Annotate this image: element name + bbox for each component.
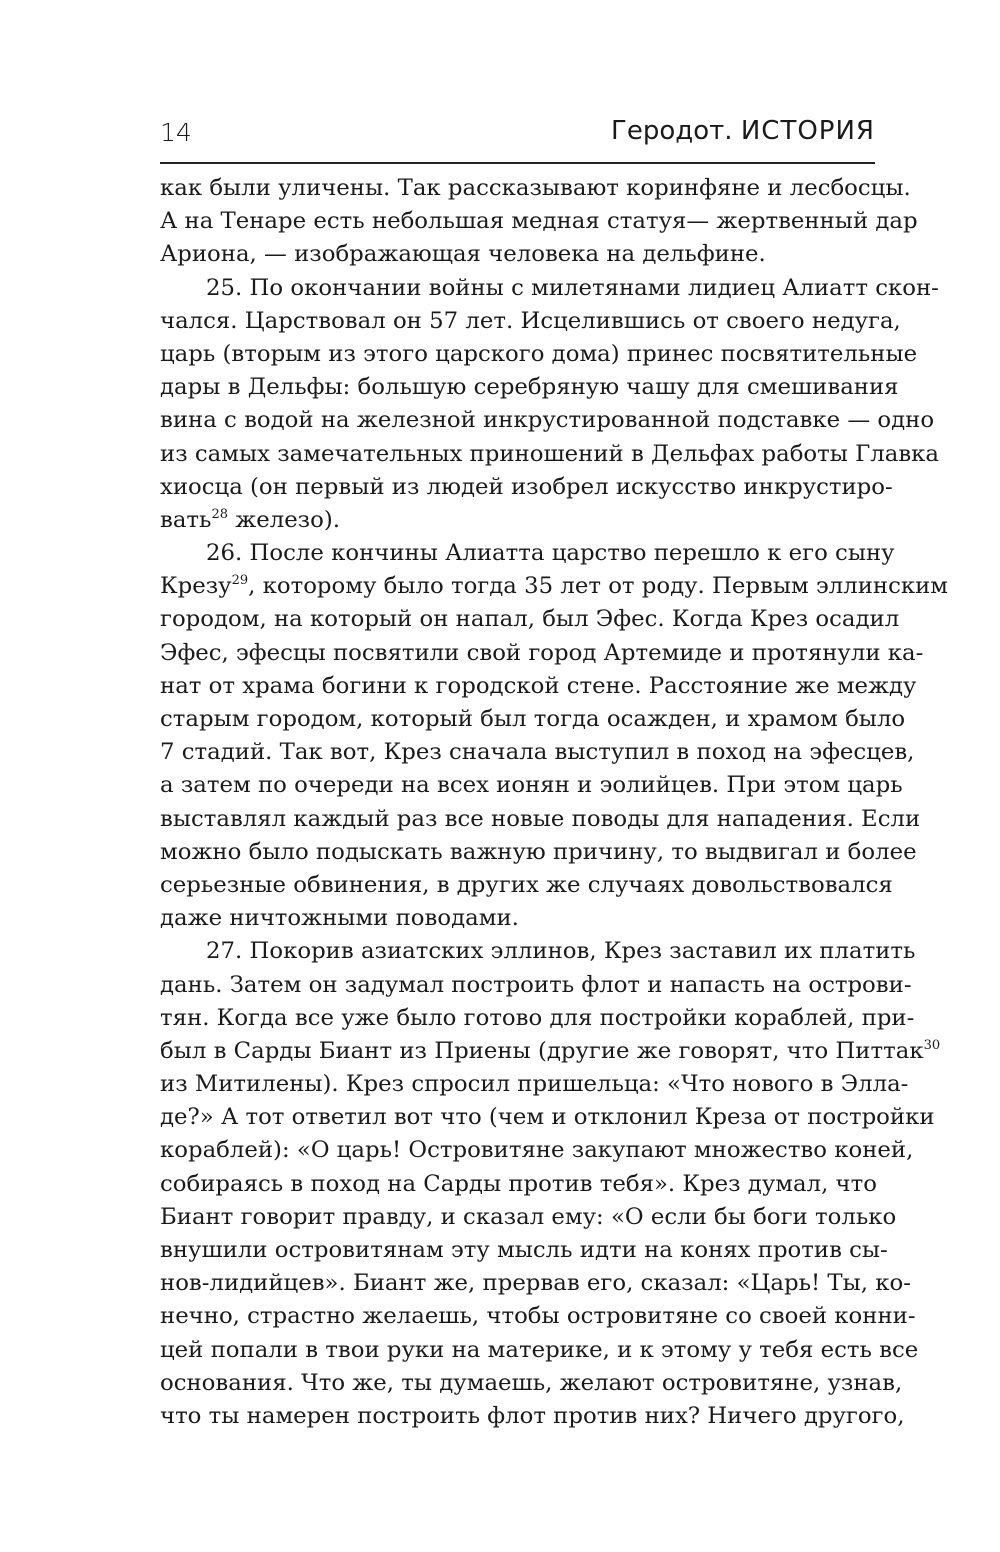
text-line: А на Тенаре есть небольшая медная статуя— жертвенный дар [160,208,918,235]
text-line: дары в Дельфы: большую серебряную чашу для смешивания [160,374,899,401]
text-line: дань. Затем он задумал построить флот и напасть на острови- [160,971,912,998]
text-line: нат от храма богини к городской стене. Расстояние же между [160,672,917,699]
text-line [160,570,949,603]
text-line: Ариона, — изображающая человека на дельфине. [160,241,766,268]
text-line: выставлял каждый раз все новые поводы для нападения. Если [160,805,921,832]
text-line: Биант говорит правду, и сказал ему: «О если бы боги только [160,1203,897,1230]
text-line: можно было подыскать важную причину, то выдвигал и более [160,838,917,865]
text-line: нов-лидийцев». Биант же, прервав его, сказал: «Царь! Ты, ко- [160,1270,911,1297]
paragraph-25-start: 25. По окончании войны с милетянами лидиец Алиатт скон- [206,274,939,301]
text-line [160,1035,941,1068]
text-line: хиосца (он первый из людей изобрел искусство инкрустиро- [160,473,893,500]
text-fragment: Крезу [160,573,232,600]
text-line: де?» А тот ответил вот что (чем и отклонил Креза от постройки [160,1104,935,1131]
running-head-author: Геродот. [611,116,733,146]
footnote-marker-30: 30 [923,1037,941,1053]
text-line: 7 стадий. Так вот, Крез сначала выступил в поход на эфесцев, [160,739,915,766]
text-line: из самых замечательных приношений в Дельфах работы Главка [160,440,939,467]
paragraph-26-start: 26. После кончины Алиатта царство перешло к его сыну [206,540,895,567]
text-line: серьезные обвинения, в других же случаях довольствовался [160,871,893,898]
text-line: как были уличены. Так рассказывают коринфяне и лесбосцы. [160,175,911,201]
text-line: собираясь в поход на Сарды против тебя». Крез думал, что [160,1170,877,1197]
paragraph-27-start: 27. Покорив азиатских эллинов, Крез заставил их платить [206,938,916,965]
text-line: чался. Царствовал он 57 лет. Исцелившись от своего недуга, [160,307,901,334]
footnote-marker-29: 29 [231,573,249,589]
text-line: царь (вторым из этого царского дома) принес посвятительные [160,340,918,367]
running-head-title: ИСТОРИЯ [740,116,875,146]
text-fragment: был в Сарды Биант из Приены (другие же говорят, что Питтак [160,1037,924,1064]
text-line: а затем по очереди на всех ионян и эолийцев. При этом царь [160,772,903,799]
text-line: из Митилены). Крез спросил пришельца: «Что нового в Элла- [160,1071,909,1098]
footnote-marker-28: 28 [211,506,228,522]
text-line: городом, на который он напал, был Эфес. Когда Крез осадил [160,606,900,633]
text-line: вина с водой на железной инкрустированной подставке — одно [160,407,935,434]
text-line [160,504,875,537]
header-rule [160,162,875,164]
text-line: кораблей): «О царь! Островитяне закупают множество коней, [160,1137,914,1164]
text-line: внушили островитянам эту мысль идти на конях против сы- [160,1237,888,1263]
page-number: 14 [160,118,192,147]
text-line: старым городом, который был тогда осажден, и храмом было [160,706,906,732]
text-line: основания. Что же, ты думаешь, желают островитяне, узнав, [160,1369,903,1396]
body-text [160,172,949,1433]
text-line: тян. Когда все уже было готово для постройки кораблей, при- [160,1004,915,1031]
text-fragment: железо). [228,506,340,533]
text-line: Эфес, эфесцы посвятили свой город Артемиде и протянули ка- [160,639,924,666]
running-head [611,116,875,146]
page-header [160,112,875,154]
text-fragment: вать [160,506,212,533]
text-line: цей попали в твои руки на материке, и к этому у тебя есть все [160,1336,919,1363]
text-line: даже ничтожными поводами. [160,905,519,932]
text-line: нечно, страстно желаешь, чтобы островитяне со своей конни- [160,1303,916,1330]
text-line: что ты намерен построить флот против них? Ничего другого, [160,1402,905,1429]
text-fragment: , которому было тогда 35 лет от роду. Первым эллинским [248,573,949,600]
